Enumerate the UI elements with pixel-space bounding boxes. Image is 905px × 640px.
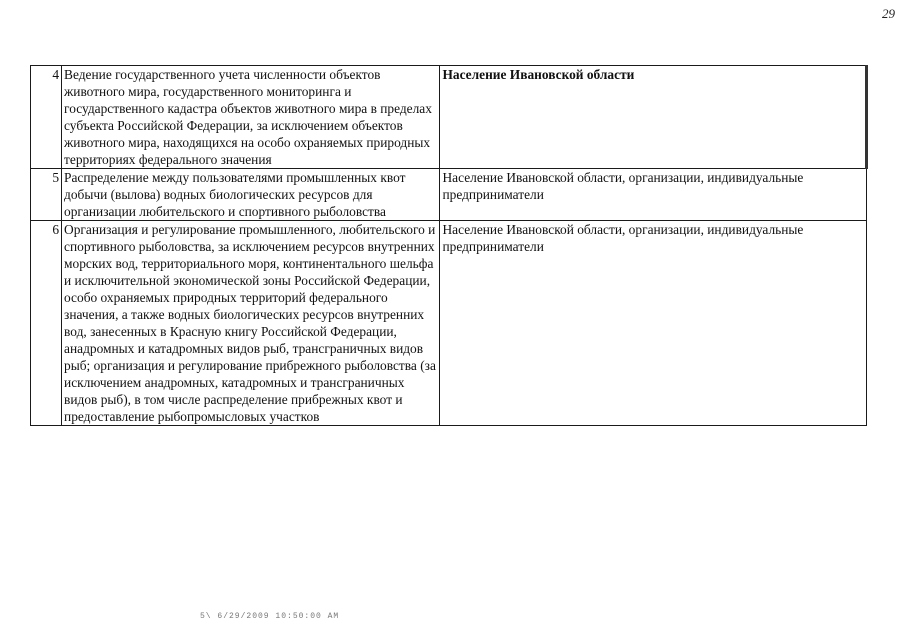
- row-number: 4: [31, 66, 62, 169]
- row-description: Распределение между пользователями промышленных квот добычи (вылова) водных биологических ресурсов для организации любительского и спортивного рыболовства: [62, 169, 440, 221]
- row-number: 6: [31, 221, 62, 426]
- row-recipients: Население Ивановской области, организации, индивидуальные предприниматели: [440, 169, 867, 221]
- table-row: [31, 169, 867, 221]
- row-recipients: Население Ивановской области, организации, индивидуальные предприниматели: [440, 221, 867, 426]
- row-recipients: Население Ивановской области: [440, 66, 867, 169]
- footer-stamp: 5\ 6/29/2009 10:50:00 AM: [200, 612, 340, 621]
- row-number: 5: [31, 169, 62, 221]
- services-table: [30, 65, 868, 426]
- page-number: 29: [882, 6, 895, 21]
- row-description: Ведение государственного учета численности объектов животного мира, государственного мониторинга и государственного кадастра объектов животного мира в пределах субъекта Российской Федерации, за исключением объектов животного мира, находящихся на особо охраняемых природных территориях федерального значения: [62, 66, 440, 169]
- table-row: [31, 66, 867, 169]
- table-row: [31, 221, 867, 426]
- row-description: Организация и регулирование промышленного, любительского и спортивного рыболовства, за исключением ресурсов внутренних морских вод, территориального моря, континентального шельфа и исключительной экономической зоны Российской Федерации, особо охраняемых природных территорий федерального значения, а также водных биологических ресурсов внутренних вод, занесенных в Красную книгу Российской Федерации, анадромных и катадромных видов рыб, трансграничных видов рыб; организация и регулирование прибрежного рыболовства (за исключением анадромных, катадромных и трансграничных видов рыб), в том числе распределение прибрежных квот и предоставление рыбопромысловых участков: [62, 221, 440, 426]
